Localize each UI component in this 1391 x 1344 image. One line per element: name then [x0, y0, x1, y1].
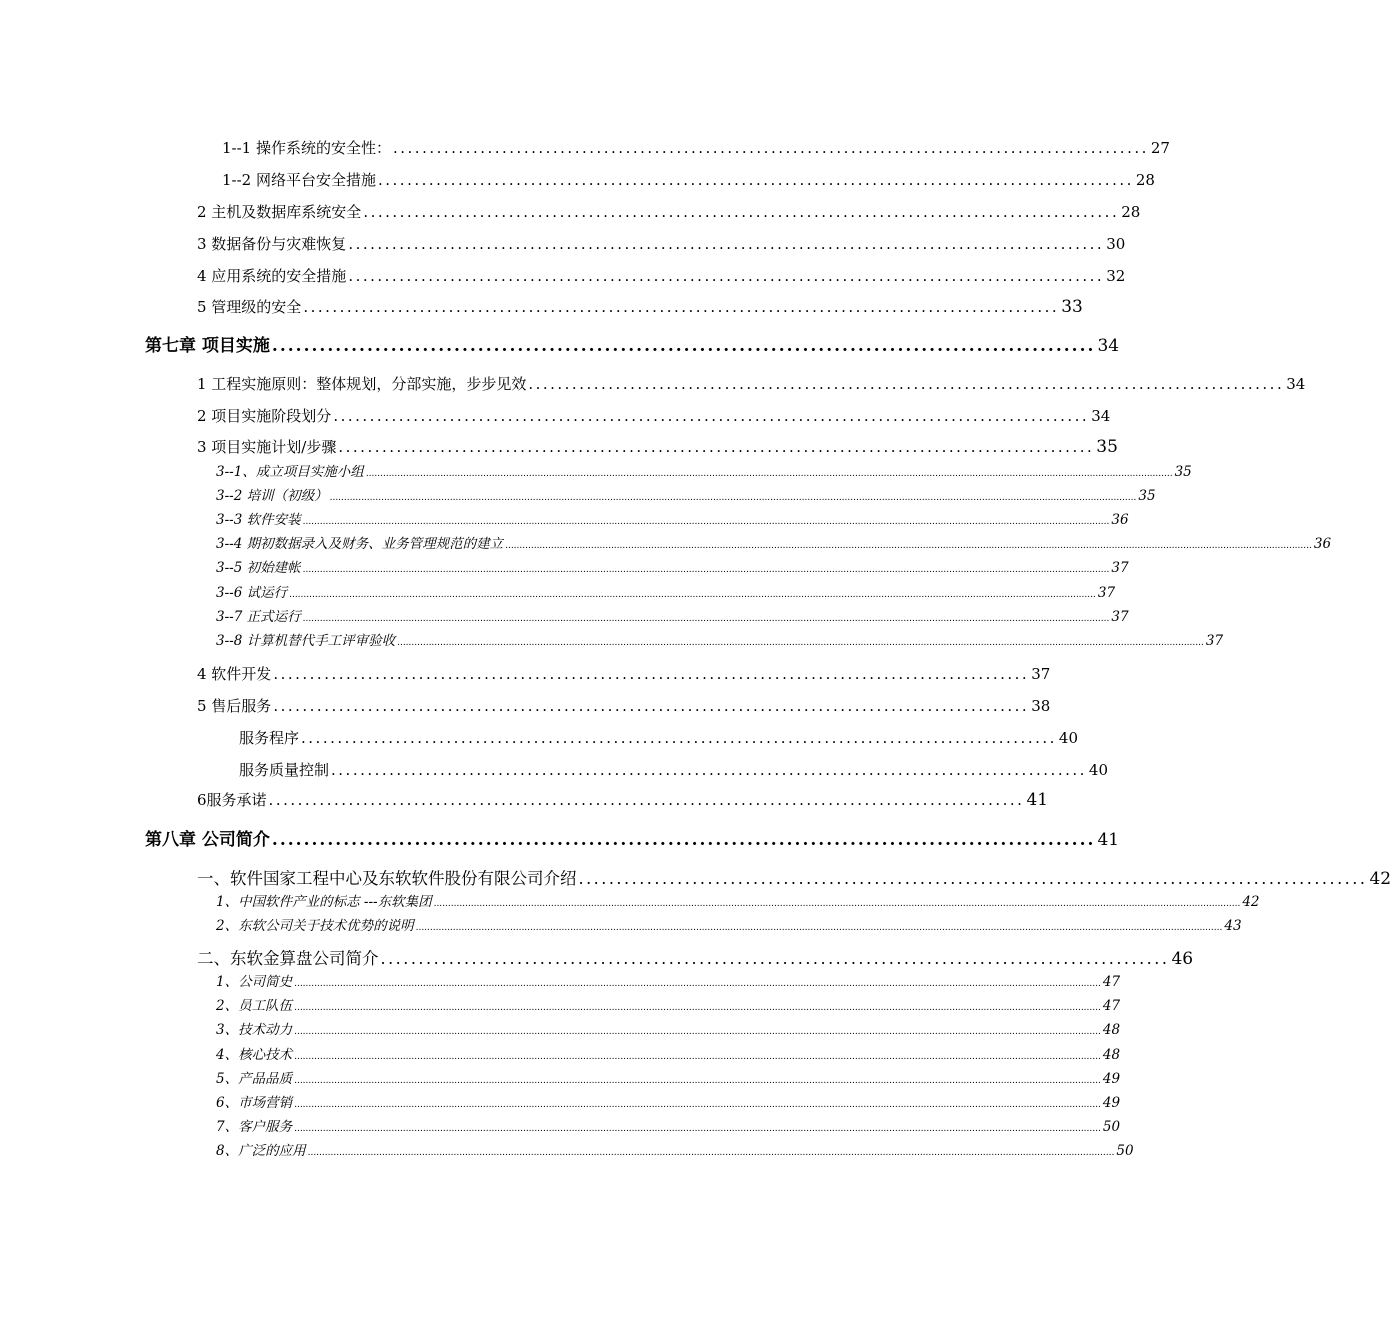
toc-title: 2、东软公司关于技术优势的说明 [216, 918, 414, 934]
toc-entry[interactable] [222, 169, 1155, 190]
toc-page-number: 49 [1102, 1095, 1121, 1111]
toc-title: 一、软件国家工程中心及东软软件股份有限公司介绍 [197, 869, 577, 888]
toc-page-number: 50 [1116, 1143, 1134, 1159]
toc-leader: ........................................................................................................ [303, 298, 1060, 316]
toc-title: 7、客户服务 [216, 1119, 293, 1135]
toc-entry[interactable] [197, 663, 1051, 684]
toc-leader: ........................................................................................................ [378, 171, 1134, 189]
toc-leader: .......................................................................................................................................................................................................................................................................................... [505, 541, 1312, 551]
toc-title: 5 管理级的安全 [197, 298, 302, 316]
toc-leader: ........................................................................................................ [273, 665, 1030, 683]
toc-page-number: 41 [1026, 790, 1049, 810]
toc-entry[interactable] [239, 727, 1078, 748]
toc-leader: ........................................................................................................ [273, 697, 1030, 715]
toc-page-number: 33 [1061, 297, 1083, 317]
toc-page-number: 38 [1031, 697, 1051, 715]
toc-leader: ........................................................................................................ [331, 761, 1087, 779]
toc-entry[interactable] [197, 789, 1049, 810]
toc-subentry[interactable] [216, 890, 1260, 910]
toc-page-number: 32 [1106, 267, 1126, 285]
toc-title: 6服务承诺 [197, 791, 267, 809]
toc-page-number: 46 [1171, 949, 1194, 969]
toc-subentry[interactable] [216, 970, 1121, 990]
toc-title: 二、东软金算盘公司简介 [197, 949, 379, 968]
toc-page-number: 37 [1111, 560, 1129, 576]
toc-leader: ........................................................................................................ [348, 235, 1105, 253]
toc-leader: .......................................................................................................................................................................................................................................................................................... [365, 469, 1173, 479]
toc-title: 4 软件开发 [197, 665, 272, 683]
toc-leader: .......................................................................................................................................................................................................................................................................................... [397, 638, 1204, 648]
toc-page-number: 48 [1102, 1047, 1121, 1063]
toc-title: 3--8 计算机替代手工评审验收 [216, 633, 396, 649]
toc-leader: ........................................................................................................ [333, 407, 1090, 425]
toc-subentry[interactable] [216, 1018, 1121, 1038]
toc-page-number: 49 [1102, 1071, 1121, 1087]
toc-chapter-entry[interactable] [145, 331, 1120, 356]
toc-subentry[interactable] [216, 484, 1156, 504]
toc-leader: .......................................................................................................................................................................................................................................................................................... [294, 979, 1101, 989]
toc-subentry[interactable] [216, 914, 1242, 934]
toc-entry[interactable] [222, 137, 1170, 158]
toc-page-number: 50 [1102, 1119, 1121, 1135]
toc-title: 3--5 初始建帐 [216, 560, 301, 576]
toc-subentry[interactable] [216, 581, 1116, 601]
toc-leader: ........................................................................................................ [528, 375, 1285, 393]
toc-page-number: 35 [1138, 488, 1156, 504]
toc-title: 5 售后服务 [197, 697, 272, 715]
toc-subentry[interactable] [216, 994, 1121, 1014]
toc-page-number: 42 [1369, 869, 1391, 889]
toc-subentry[interactable] [216, 1139, 1134, 1159]
toc-title: 3 项目实施计划/步骤 [197, 438, 337, 456]
toc-page-number: 35 [1096, 437, 1118, 457]
toc-leader: .......................................................................................................................................................................................................................................................................................... [294, 1027, 1101, 1037]
toc-title: 2 项目实施阶段划分 [197, 407, 332, 425]
toc-subentry[interactable] [216, 508, 1129, 528]
toc-page-number: 28 [1121, 203, 1141, 221]
toc-title: 5、产品品质 [216, 1071, 293, 1087]
toc-title: 3--6 试运行 [216, 585, 288, 601]
toc-leader: .......................................................................................................................................................................................................................................................................................... [302, 614, 1110, 624]
toc-title: 第七章 项目实施 [145, 336, 270, 356]
toc-page-number: 37 [1205, 633, 1224, 649]
toc-leader: ........................................................................................................ [268, 791, 1025, 809]
toc-leader: ........................................................................................................ [301, 729, 1057, 747]
toc-title: 3、技术动力 [216, 1022, 293, 1038]
toc-page-number: 40 [1088, 761, 1108, 779]
toc-page-number: 48 [1102, 1022, 1121, 1038]
toc-page-number: 36 [1111, 512, 1129, 528]
toc-title: 4 应用系统的安全措施 [197, 267, 347, 285]
toc-leader: .......................................................................................................................................................................................................................................................................................... [294, 1052, 1101, 1062]
toc-leader: .......................................................................................................................................................................................................................................................................................... [302, 517, 1110, 527]
toc-entry[interactable] [197, 296, 1083, 317]
toc-chapter-entry[interactable] [145, 825, 1120, 850]
toc-title: 1、中国软件产业的标志 ---东软集团 [216, 894, 432, 910]
toc-title: 4、核心技术 [216, 1047, 293, 1063]
toc-leader: ........................................................................................................ [348, 267, 1105, 285]
toc-title: 1 工程实施原则：整体规划，分部实施，步步见效 [197, 375, 527, 393]
toc-leader: .......................................................................................................................................................................................................................................................................................... [329, 493, 1137, 503]
toc-title: 3--4 期初数据录入及财务、业务管理规范的建立 [216, 536, 504, 552]
toc-entry[interactable] [197, 865, 1391, 889]
toc-page-number: 27 [1150, 139, 1170, 157]
toc-entry[interactable] [197, 201, 1141, 222]
toc-entry[interactable] [197, 233, 1126, 254]
toc-page-number: 28 [1135, 171, 1155, 189]
toc-subentry[interactable] [216, 556, 1129, 576]
toc-page-number: 37 [1031, 665, 1051, 683]
toc-leader: .......................................................................................................................................................................................................................................................................................... [294, 1003, 1101, 1013]
toc-leader: .......................................................................................................................................................................................................................................................................................... [289, 590, 1096, 600]
toc-title: 1--2 网络平台安全措施 [222, 171, 376, 189]
toc-title: 3--7 正式运行 [216, 609, 301, 625]
toc-leader: .......................................................................................................................................................................................................................................................................................... [294, 1100, 1101, 1110]
toc-page-number: 41 [1097, 830, 1120, 850]
toc-leader: ........................................................................................................ [363, 203, 1120, 221]
toc-leader: .......................................................................................................................................................................................................................................................................................... [302, 565, 1110, 575]
toc-title: 6、市场营销 [216, 1095, 293, 1111]
toc-title: 3 数据备份与灾难恢复 [197, 235, 347, 253]
toc-leader: ........................................................................................................ [393, 139, 1149, 157]
toc-title: 3--3 软件安装 [216, 512, 301, 528]
toc-page-number: 34 [1097, 336, 1120, 356]
toc-leader: ........................................................................................................ [271, 336, 1096, 356]
toc-page-number: 35 [1174, 464, 1192, 480]
toc-subentry[interactable] [216, 605, 1129, 625]
toc-page-number: 47 [1102, 998, 1121, 1014]
toc-subentry[interactable] [216, 1115, 1121, 1135]
toc-subentry[interactable] [216, 1043, 1121, 1063]
toc-entry[interactable] [197, 373, 1306, 394]
toc-page-number: 37 [1111, 609, 1129, 625]
toc-title: 2、员工队伍 [216, 998, 293, 1014]
toc-leader: ........................................................................................................ [338, 438, 1095, 456]
toc-subentry[interactable] [216, 629, 1224, 649]
toc-leader: .......................................................................................................................................................................................................................................................................................... [307, 1148, 1115, 1158]
toc-entry[interactable] [197, 436, 1118, 457]
toc-title: 1--1 操作系统的安全性： [222, 139, 391, 157]
toc-leader: .......................................................................................................................................................................................................................................................................................... [433, 899, 1241, 909]
toc-title: 8、广泛的应用 [216, 1143, 306, 1159]
toc-page-number: 34 [1091, 407, 1111, 425]
toc-page-number: 43 [1224, 918, 1242, 934]
toc-leader: .......................................................................................................................................................................................................................................................................................... [415, 923, 1223, 933]
toc-title: 2 主机及数据库系统安全 [197, 203, 362, 221]
toc-subentry[interactable] [216, 532, 1332, 552]
toc-leader: ........................................................................................................ [578, 869, 1368, 888]
toc-subentry[interactable] [216, 1091, 1121, 1111]
toc-leader: .......................................................................................................................................................................................................................................................................................... [294, 1076, 1101, 1086]
toc-entry[interactable] [239, 759, 1108, 780]
toc-title: 3--1、成立项目实施小组 [216, 464, 364, 480]
toc-title: 3--2 培训（初级） [216, 488, 328, 504]
toc-title: 服务质量控制 [239, 761, 330, 779]
toc-subentry[interactable] [216, 460, 1192, 480]
toc-page-number: 34 [1286, 375, 1306, 393]
toc-page-number: 30 [1106, 235, 1126, 253]
toc-page-number: 42 [1242, 894, 1260, 910]
toc-title: 第八章 公司简介 [145, 830, 270, 850]
toc-entry[interactable] [197, 945, 1194, 969]
toc-title: 服务程序 [239, 729, 300, 747]
toc-leader: ........................................................................................................ [271, 830, 1096, 850]
toc-page-number: 37 [1097, 585, 1116, 601]
toc-title: 1、公司简史 [216, 974, 293, 990]
toc-entry[interactable] [197, 695, 1051, 716]
toc-subentry[interactable] [216, 1067, 1121, 1087]
toc-page-number: 47 [1102, 974, 1121, 990]
toc-entry[interactable] [197, 265, 1126, 286]
toc-page-number: 40 [1058, 729, 1078, 747]
toc-entry[interactable] [197, 405, 1111, 426]
toc-leader: .......................................................................................................................................................................................................................................................................................... [294, 1124, 1101, 1134]
toc-page-number: 36 [1313, 536, 1332, 552]
toc-leader: ........................................................................................................ [380, 949, 1170, 968]
